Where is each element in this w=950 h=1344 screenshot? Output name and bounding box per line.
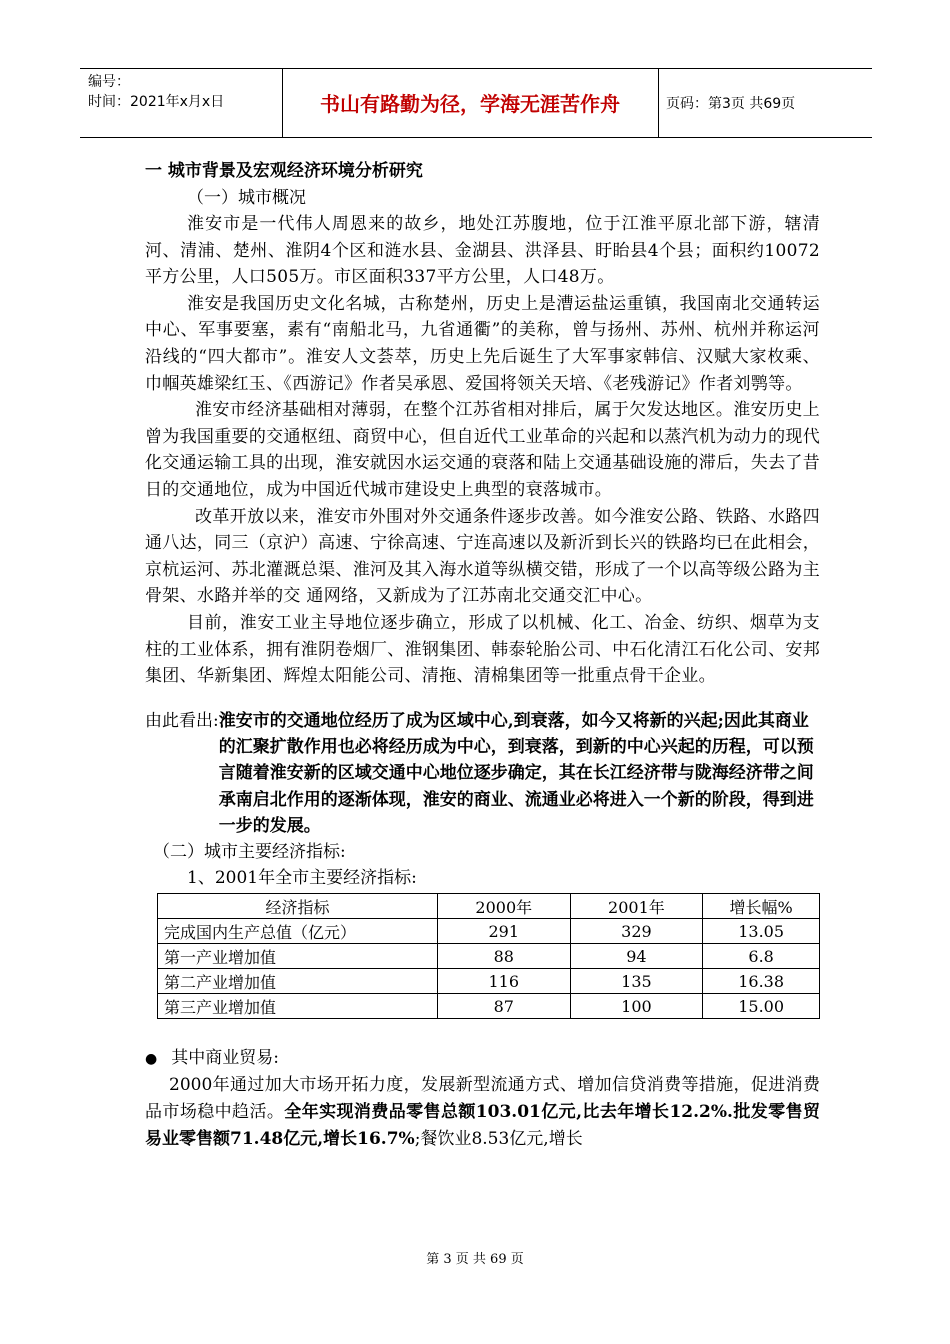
table-cell: 13.05 xyxy=(703,919,820,944)
trade-bullet xyxy=(145,1045,820,1072)
table-cell: 第一产业增加值 xyxy=(158,944,438,969)
paragraph-trade xyxy=(145,1072,820,1153)
header-divider-right xyxy=(658,68,659,137)
trade-bullet-label: 其中商业贸易: xyxy=(171,1048,279,1069)
indicators-table xyxy=(157,893,820,1019)
header-bottom-rule xyxy=(80,137,872,138)
table-cell: 94 xyxy=(570,944,703,969)
header-motto: 书山有路勤为径，学海无涯苦作舟 xyxy=(320,92,620,116)
table-header-cell: 2000年 xyxy=(437,894,570,919)
paragraph-economy-base: 淮安市经济基础相对薄弱，在整个江苏省相对排后，属于欠发达地区。淮安历史上曾为我国重要的交通枢纽、商贸中心，但自近代工业革命的兴起和以蒸汽机为动力的现代化交通运输工具的出现，淮安就因水运交通的衰落和陆上交通基础设施的滞后，失去了昔日的交通地位，成为中国近代城市建设史上典型的衰落城市。 xyxy=(145,400,820,500)
trade-text-tail: ;餐饮业8.53亿元,增长 xyxy=(414,1129,583,1150)
table-cell: 88 xyxy=(437,944,570,969)
document-body xyxy=(145,157,820,1153)
section-title: 一 城市背景及宏观经济环境分析研究 xyxy=(145,161,423,181)
table-header-row xyxy=(158,894,820,919)
conclusion-text: 淮安市的交通地位经历了成为区域中心,到衰落，如今又将新的兴起;因此其商业的汇聚扩散作用也必将经历成为中心，到衰落，到新的中心兴起的历程，可以预言随着淮安新的区域交通中心地位逐步确定，其在长江经济带与陇海经济带之间承南启北作用的逐渐体现，淮安的商业、流通业必将进入一个新的阶段，得到进一步的发展。 xyxy=(218,710,814,836)
table-cell: 6.8 xyxy=(703,944,820,969)
table-cell: 329 xyxy=(570,919,703,944)
header-date: 时间：2021年x月x日 xyxy=(88,94,225,110)
paragraph-history: 淮安是我国历史文化名城，古称楚州，历史上是漕运盐运重镇，我国南北交通转运中心、军事要塞，素有“南船北马，九省通衢”的美称，曾与扬州、苏州、杭州并称运河沿线的“四大都市”。淮安人文荟萃，历史上先后诞生了大军事家韩信、汉赋大家枚乘、巾帼英雄梁红玉、《西游记》作者吴承恩、爱国将领关天培、《老残游记》作者刘鹗等。 xyxy=(145,293,820,394)
table-header-cell: 2001年 xyxy=(570,894,703,919)
table-cell: 15.00 xyxy=(703,994,820,1019)
paragraph-transport: 改革开放以来，淮安市外围对外交通条件逐步改善。如今淮安公路、铁路、水路四通八达，同三（京沪）高速、宁徐高速、宁连高速以及新沂到长兴的铁路均已在此相会，京杭运河、苏北灌溉总渠、淮河及其入海水道等纵横交错，形成了一个以高等级公路为主骨架、水路并举的交 通网络，又新成为了江苏南北交通交汇中心。 xyxy=(145,506,820,607)
subsection-title-indicators: （二）城市主要经济指标: xyxy=(153,842,346,863)
paragraph-industry: 目前，淮安工业主导地位逐步确立，形成了以机械、化工、冶金、纺织、烟草为支柱的工业体系，拥有淮阴卷烟厂、淮钢集团、韩泰轮胎公司、中石化清江石化公司、安邦集团、华新集团、辉煌太阳能公司、清拖、清棉集团等一批重点骨干企业。 xyxy=(145,612,820,687)
table-cell: 第三产业增加值 xyxy=(158,994,438,1019)
table-row xyxy=(158,944,820,969)
table-row xyxy=(158,969,820,994)
table-header-cell: 经济指标 xyxy=(158,894,438,919)
table-cell: 第二产业增加值 xyxy=(158,969,438,994)
table-header-cell: 增长幅% xyxy=(703,894,820,919)
table-title: 1、2001年全市主要经济指标: xyxy=(187,868,417,889)
bullet-dot-icon: ● xyxy=(145,1051,158,1068)
trade-text-normal: 2000年通过加大市场开拓力度，发展新型流通方式、增加信贷消费等措施，促进消费品市场稳中趋活。 xyxy=(145,1075,820,1123)
conclusion-block xyxy=(145,708,820,839)
table-cell: 16.38 xyxy=(703,969,820,994)
header-meta xyxy=(88,72,224,112)
table-cell: 135 xyxy=(570,969,703,994)
paragraph-location: 淮安市是一代伟人周恩来的故乡，地处江苏腹地，位于江淮平原北部下游，辖清河、清浦、楚州、淮阴4个区和涟水县、金湖县、洪泽县、盱眙县4个县；面积约10072平方公里，人口505万。市区面积337平方公里，人口48万。 xyxy=(145,214,820,288)
header-number: 编号： xyxy=(88,74,130,90)
page-footer: 第 3 页 共 69 页 xyxy=(426,1252,524,1267)
table-cell: 291 xyxy=(437,919,570,944)
subsection-title-city-overview: （一）城市概况 xyxy=(187,188,306,208)
table-row xyxy=(158,919,820,944)
table-cell: 116 xyxy=(437,969,570,994)
conclusion-lead: 由此看出: xyxy=(145,710,219,731)
table-cell: 完成国内生产总值（亿元） xyxy=(158,919,438,944)
table-cell: 100 xyxy=(570,994,703,1019)
trade-text-bold: 全年实现消费品零售总额103.01亿元,比去年增长12.2%.批发零售贸易业零售额71.48亿元,增长16.7% xyxy=(145,1102,820,1150)
table-cell: 87 xyxy=(437,994,570,1019)
header-page-number: 页码：第3页 共69页 xyxy=(666,95,796,112)
table-row xyxy=(158,994,820,1019)
